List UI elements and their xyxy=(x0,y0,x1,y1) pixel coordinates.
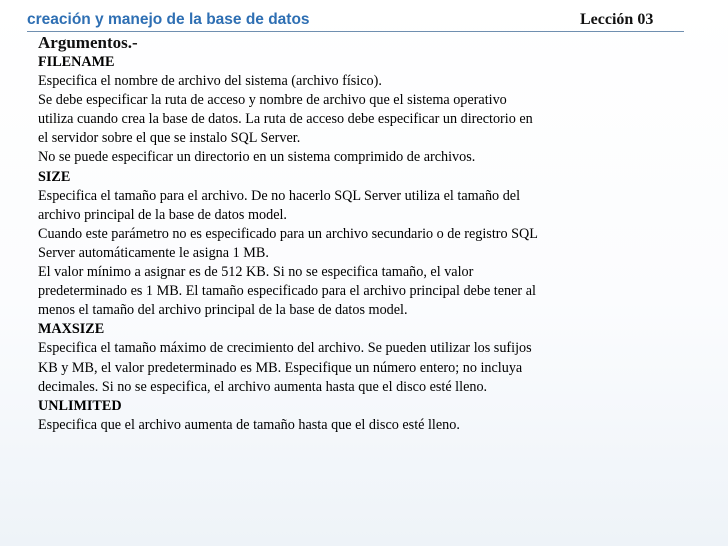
text-line: Especifica el nombre de archivo del sistema (archivo físico). xyxy=(38,73,382,90)
keyword-maxsize: MAXSIZE xyxy=(38,321,105,338)
keyword-size: SIZE xyxy=(38,168,71,185)
text-line: utiliza cuando crea la base de datos. La ruta de acceso debe especificar un directorio en xyxy=(38,111,533,128)
text-line: Server automáticamente le asigna 1 MB. xyxy=(38,244,269,261)
header-divider xyxy=(27,31,684,32)
text-line: Especifica que el archivo aumenta de tamaño hasta que el disco esté lleno. xyxy=(38,416,460,433)
section-title: Argumentos.- xyxy=(38,33,138,52)
lesson-label: Lección 03 xyxy=(580,11,654,28)
text-line: Cuando este parámetro no es especificado para un archivo secundario o de registro SQL xyxy=(38,225,538,242)
text-line: decimales. Si no se especifica, el archivo aumenta hasta que el disco esté lleno. xyxy=(38,378,488,395)
argument-block-filename xyxy=(38,53,678,168)
text-line: Especifica el tamaño máximo de crecimiento del archivo. Se pueden utilizar los sufijos xyxy=(38,340,532,357)
keyword-filename: FILENAME xyxy=(38,54,115,70)
text-line: menos el tamaño del archivo principal de la base de datos model. xyxy=(38,302,408,319)
text-line: archivo principal de la base de datos model. xyxy=(38,206,287,223)
text-line: el servidor sobre el que se instalo SQL Server. xyxy=(38,130,301,147)
argument-block-unlimited xyxy=(38,397,678,435)
text-line: Especifica el tamaño para el archivo. De no hacerlo SQL Server utiliza el tamaño del xyxy=(38,187,521,204)
keyword-unlimited: UNLIMITED xyxy=(38,397,122,414)
text-line: El valor mínimo a asignar es de 512 KB. Si no se especifica tamaño, el valor xyxy=(38,264,474,281)
header-title: creación y manejo de la base de datos xyxy=(27,11,310,28)
argument-block-size xyxy=(38,168,678,321)
text-line: Se debe especificar la ruta de acceso y nombre de archivo que el sistema operativo xyxy=(38,92,507,109)
slide-header xyxy=(0,0,728,34)
text-line: No se puede especificar un directorio en un sistema comprimido de archivos. xyxy=(38,149,476,166)
argument-block-maxsize xyxy=(38,320,678,396)
slide-content xyxy=(38,33,678,435)
text-line: KB y MB, el valor predeterminado es MB. Especifique un número entero; no incluya xyxy=(38,359,523,376)
text-line: predeterminado es 1 MB. El tamaño especificado para el archivo principal debe tener al xyxy=(38,283,536,300)
